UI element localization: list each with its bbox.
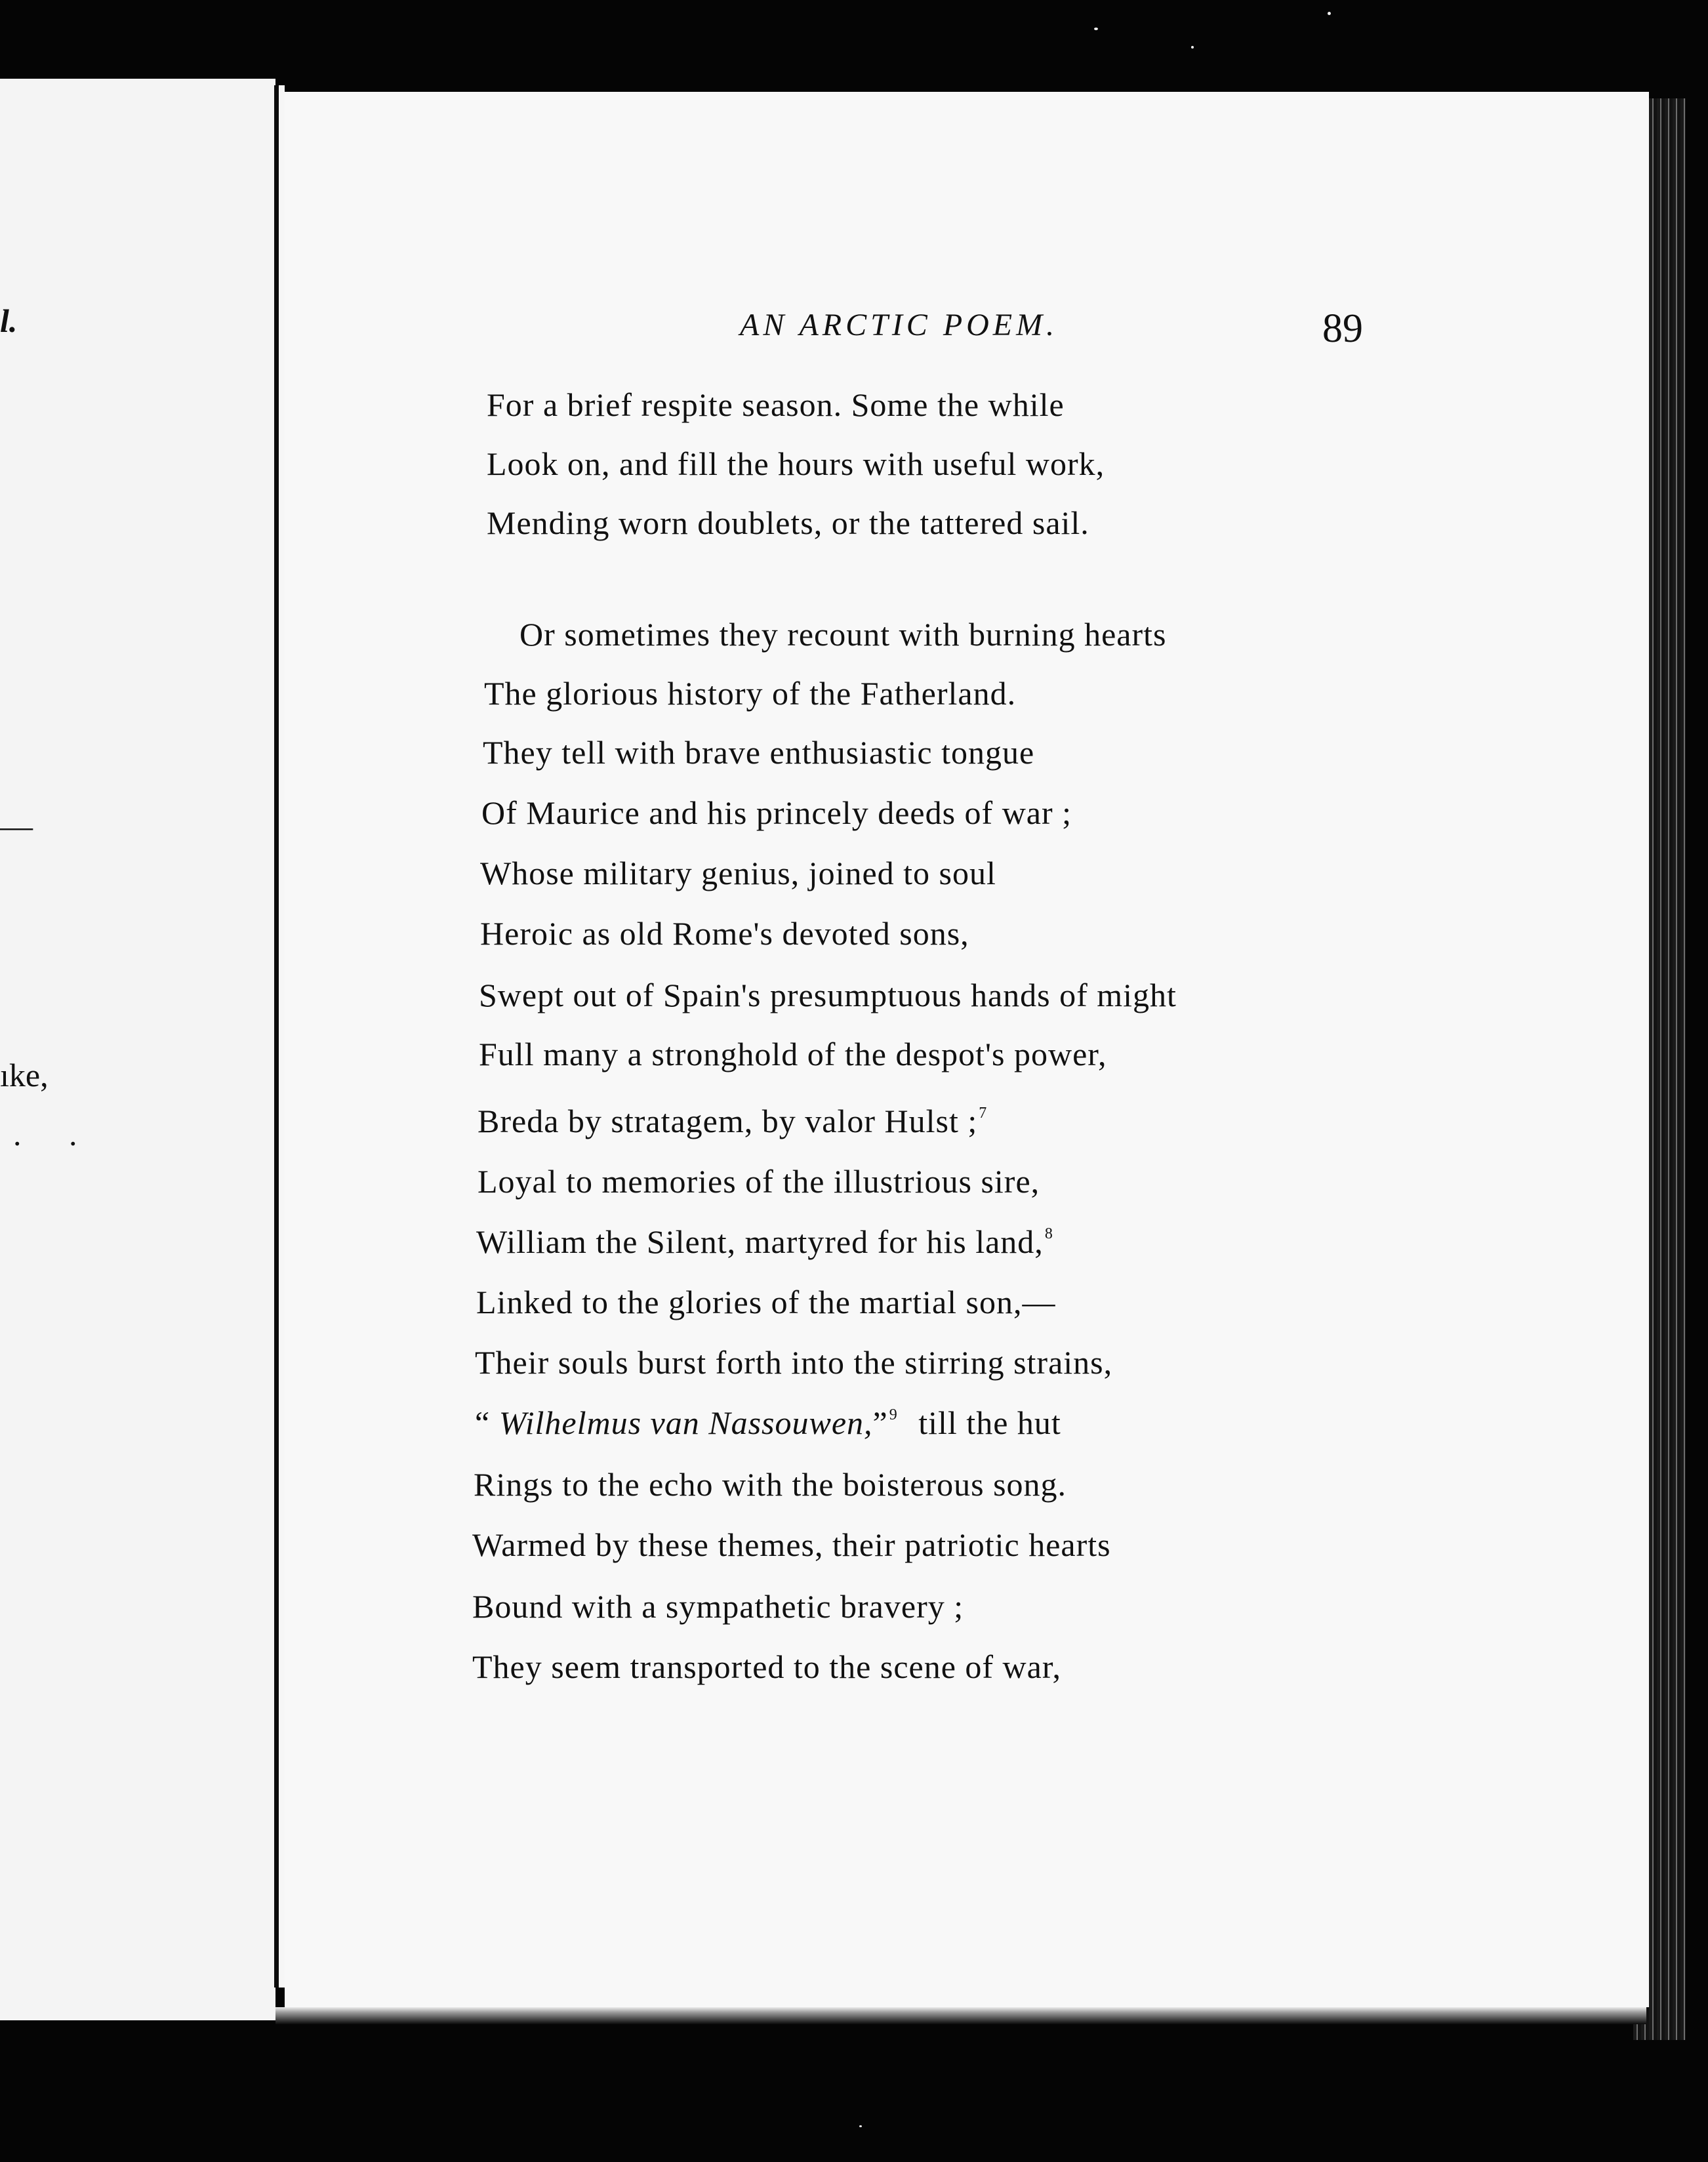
poem-line: Their souls burst forth into the stirring strains, [475,1344,1113,1381]
poem-line: Linked to the glories of the martial son,— [476,1284,1056,1320]
poem-line: Bound with a sympathetic bravery ; [472,1588,964,1625]
poem-line: The glorious history of the Fatherland. [484,675,1017,712]
previous-page [0,79,275,2020]
scan-speck [1328,12,1331,15]
poem-line [476,1223,1053,1261]
poem-line-text: William the Silent, martyred for his land, [476,1223,1044,1260]
running-title: AN ARCTIC POEM. [740,308,1059,342]
poem-line: For a brief respite season. Some the while [487,386,1065,423]
footnote-mark: 7 [979,1105,988,1122]
poem-line: Or sometimes they recount with burning hearts [519,616,1167,653]
previous-page-fragment: l. [0,302,18,339]
poem-line: They tell with brave enthusiastic tongue [483,734,1035,771]
scan-speck [1094,28,1098,30]
previous-page-fragment: — [0,807,33,844]
footnote-mark: 9 [889,1406,898,1423]
page-number: 89 [1322,306,1363,351]
open-quote: “ [475,1404,491,1441]
poem-line: Rings to the echo with the boisterous song. [474,1466,1067,1503]
poem-line: They seem transported to the scene of war, [472,1648,1062,1685]
poem-line-text: Breda by stratagem, by valor Hulst ; [478,1103,978,1139]
poem-line-song-title [475,1404,1061,1442]
poem-line: Whose military genius, joined to soul [480,855,996,891]
scan-speck [1191,46,1194,49]
poem-line: Mending worn doublets, or the tattered sail. [487,504,1089,541]
poem-line: Warmed by these themes, their patriotic hearts [472,1526,1111,1563]
close-quote: ” [872,1404,888,1441]
song-title: Wilhelmus van Nassouwen, [498,1404,873,1441]
poem-line: Loyal to memories of the illustrious sire, [478,1163,1040,1200]
poem-line-text: till the hut [918,1404,1061,1441]
poem-line [478,1102,987,1140]
poem-line: Full many a stronghold of the despot's power, [479,1036,1107,1072]
footnote-mark: 8 [1044,1225,1053,1242]
poem-line: Heroic as old Rome's devoted sons, [480,915,969,952]
poem-line: Of Maurice and his princely deeds of war ; [481,794,1072,831]
page-bottom-edge [275,2007,1646,2024]
poem-line: Look on, and fill the hours with useful work, [487,445,1105,482]
poem-line: Swept out of Spain's presumptuous hands of might [479,977,1177,1013]
previous-page-fragment: . . [13,1116,97,1152]
previous-page-fragment: ıke, [0,1057,49,1093]
scan-speck [859,2125,862,2127]
book-gutter [270,85,285,1988]
